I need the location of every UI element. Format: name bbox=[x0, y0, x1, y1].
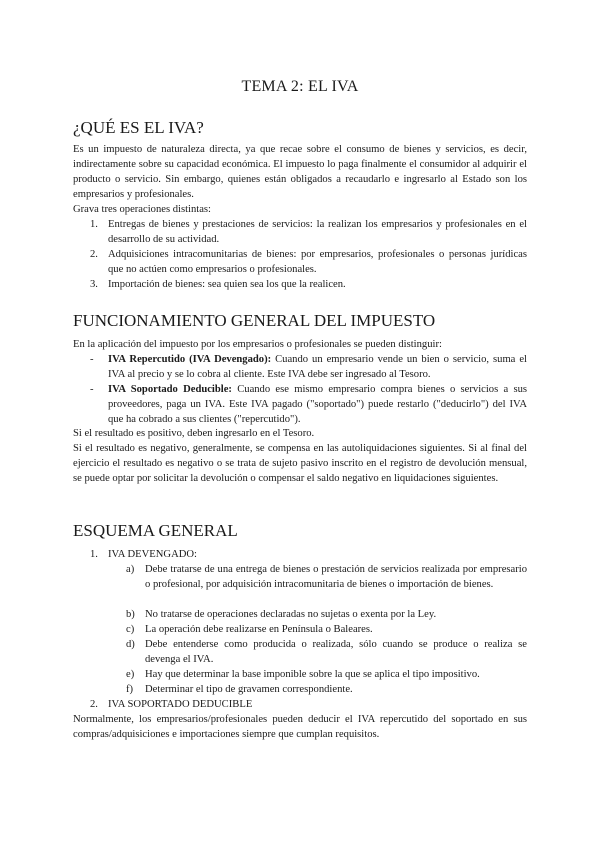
document-title: TEMA 2: EL IVA bbox=[241, 78, 359, 95]
sublist-letter: e) bbox=[126, 669, 135, 680]
bullet-dash: - bbox=[90, 354, 94, 365]
bullet-item-soportado bbox=[108, 382, 527, 427]
sublist-item: Determinar el tipo de gravamen correspondiente. bbox=[145, 684, 353, 695]
operations-lead: Grava tres operaciones distintas: bbox=[73, 204, 211, 215]
negative-result-paragraph: Si el resultado es negativo, generalmente, se compensa en las autoliquidaciones siguientes. Si al final del ejercicio el resultado es negativo o se trata de sujeto pasivo inscrito en el registro de devolución mensual, se puede optar por solicitar la devolución o compensar el saldo negativo en liquidaciones siguientes. bbox=[73, 443, 527, 484]
iva-devengado-label: IVA DEVENGADO: bbox=[108, 549, 197, 560]
list-item: Importación de bienes: sea quien sea los que la realicen. bbox=[108, 279, 346, 290]
list-number: 1. bbox=[90, 549, 98, 560]
section-heading-esquema: ESQUEMA GENERAL bbox=[73, 521, 238, 540]
sublist-letter: d) bbox=[126, 639, 135, 650]
section-heading-funcionamiento: FUNCIONAMIENTO GENERAL DEL IMPUESTO bbox=[73, 311, 436, 330]
bullet-term: IVA Repercutido (IVA Devengado): bbox=[108, 354, 272, 365]
sublist-item: Debe entenderse como producida o realizada, sólo cuando se produce o realiza se devenga el IVA. bbox=[145, 639, 527, 665]
list-number: 2. bbox=[90, 249, 98, 260]
bullet-dash: - bbox=[90, 384, 94, 395]
bullet-term: IVA Soportado Deducible: bbox=[108, 384, 232, 395]
sublist-letter: f) bbox=[126, 684, 134, 695]
sublist-item: Debe tratarse de una entrega de bienes o prestación de servicios realizada por empresario o profesional, por adquisición intracomunitaria de bienes o importación de bienes. bbox=[145, 564, 527, 590]
closing-paragraph: Normalmente, los empresarios/profesionales pueden deducir el IVA repercutido del soportado en sus compras/adquisiciones e importaciones siempre que cumplan requisitos. bbox=[73, 714, 527, 740]
bullet-text: Cuando ese mismo empresario compra bienes o servicios a sus proveedores, paga un IVA. Este IVA pagado ("soportado") puede restarlo ("deducirlo") del IVA que ha cobrado a sus clientes ("repercutido"). bbox=[108, 384, 527, 425]
funcionamiento-lead: En la aplicación del impuesto por los empresarios o profesionales se pueden distinguir: bbox=[73, 339, 442, 350]
iva-soportado-label: IVA SOPORTADO DEDUCIBLE bbox=[108, 699, 253, 710]
sublist-letter: c) bbox=[126, 624, 135, 635]
positive-result-paragraph: Si el resultado es positivo, deben ingresarlo en el Tesoro. bbox=[73, 428, 315, 439]
sublist-item: La operación debe realizarse en Península o Baleares. bbox=[145, 624, 373, 635]
list-number: 3. bbox=[90, 279, 98, 290]
intro-paragraph: Es un impuesto de naturaleza directa, ya que recae sobre el consumo de bienes y servicios, es decir, indirectamente sobre su capacidad económica. El impuesto lo paga finalmente el consumidor al adquirir el producto o servicio. Sin embargo, quienes están obligados a recaudarlo e ingresarlo al Estado son los empresarios y profesionales. bbox=[73, 144, 527, 200]
bullet-text: Cuando un empresario vende un bien o servicio, suma el IVA al precio y se lo cobra al cliente. Este IVA debe ser ingresado al Tesoro. bbox=[108, 354, 527, 380]
list-item: Adquisiciones intracomunitarias de bienes: por empresarios, profesionales o personas jurídicas que no actúen como empresarios o profesionales. bbox=[108, 249, 527, 275]
list-item: Entregas de bienes y prestaciones de servicios: la realizan los empresarios y profesionales en el desarrollo de su actividad. bbox=[108, 219, 527, 245]
list-number: 1. bbox=[90, 219, 98, 230]
sublist-letter: b) bbox=[126, 609, 135, 620]
sublist-item: No tratarse de operaciones declaradas no sujetas o exenta por la Ley. bbox=[145, 609, 437, 620]
sublist-item: Hay que determinar la base imponible sobre la que se aplica el tipo impositivo. bbox=[145, 669, 480, 680]
sublist-letter: a) bbox=[126, 564, 135, 575]
bullet-item-repercutido bbox=[108, 352, 527, 382]
list-number: 2. bbox=[90, 699, 98, 710]
section-heading-que-es: ¿QUÉ ES EL IVA? bbox=[73, 118, 204, 137]
